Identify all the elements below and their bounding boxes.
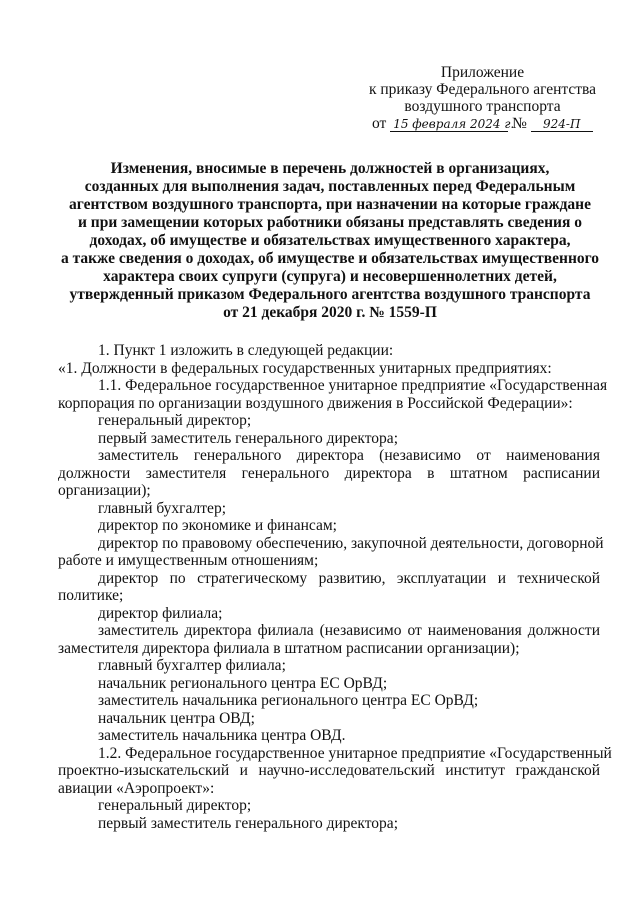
appendix-header xyxy=(360,64,605,132)
body-line: 1.2. Федеральное государственное унитарное предприятие «Государственный xyxy=(98,744,612,762)
document-body xyxy=(58,342,612,832)
body-line: «1. Должности в федеральных государственных унитарных предприятиях: xyxy=(58,359,552,377)
body-line: начальник регионального центра ЕС ОрВД; xyxy=(98,674,388,692)
body-line: заместитель начальника регионального центра ЕС ОрВД; xyxy=(98,692,479,709)
body-line: 1.1. Федеральное государственное унитарное предприятие «Государственная xyxy=(98,377,608,394)
body-line: организации); xyxy=(58,482,151,499)
body-line: директор по правовому обеспечению, закупочной деятельности, договорной xyxy=(98,534,604,552)
body-line: директор филиала; xyxy=(98,604,223,622)
body-line: заместитель генерального директора (независимо от наименования xyxy=(98,447,600,464)
title-line: созданных для выполнения задач, поставленных перед Федеральным xyxy=(84,178,576,195)
body-line: 1. Пункт 1 изложить в следующей редакции: xyxy=(98,342,394,359)
title-line: утвержденный приказом Федерального агентства воздушного транспорта xyxy=(69,286,591,303)
appendix-label: Приложение xyxy=(440,64,525,81)
body-line: должности заместителя генерального директора в штатном расписании xyxy=(58,464,600,482)
body-line: авиации «Аэропроект»: xyxy=(58,779,215,797)
title-line: а также сведения о доходах, об имуществе и обязательствах имущественного xyxy=(60,250,600,267)
body-line: корпорация по организации воздушного движения в Российской Федерации»: xyxy=(58,394,573,412)
body-line: генеральный директор; xyxy=(98,412,252,429)
body-line: заместитель директора филиала (независимо от наименования должности xyxy=(98,622,600,639)
title-line: и при замещении которых работники обязаны представлять сведения о xyxy=(78,214,582,231)
body-line: главный бухгалтер; xyxy=(98,499,226,517)
title-line: агентством воздушного транспорта, при назначении на которые граждане xyxy=(69,196,591,213)
title-line: доходах, об имуществе и обязательствах имущественного характера, xyxy=(89,232,571,249)
body-line: работе и имущественным отношениям; xyxy=(58,552,319,569)
body-line: директор по стратегическому развитию, эксплуатации и технической xyxy=(98,569,600,587)
appendix-order-ref: к приказу Федерального агентства xyxy=(368,81,597,98)
body-line: начальник центра ОВД; xyxy=(98,709,255,727)
body-line: первый заместитель генерального директора; xyxy=(98,814,398,832)
from-label: от xyxy=(372,115,387,132)
order-date-number xyxy=(360,115,605,132)
body-line: директор по экономике и финансам; xyxy=(98,517,337,534)
body-line: главный бухгалтер филиала; xyxy=(98,657,286,674)
title-line: характера своих супруги (супруга) и несовершеннолетних детей, xyxy=(103,268,557,285)
title-line: Изменения, вносимые в перечень должностей в организациях, xyxy=(110,160,550,177)
body-line: заместителя директора филиала в штатном расписании организации); xyxy=(58,639,520,657)
body-line: генеральный директор; xyxy=(98,797,252,814)
body-line: первый заместитель генерального директора; xyxy=(98,429,398,447)
body-line: проектно-изыскательский и научно-исследовательский институт гражданской xyxy=(58,762,600,779)
handwritten-number: 924-П xyxy=(531,117,593,132)
appendix-agency: воздушного транспорта xyxy=(404,98,561,115)
number-label: № xyxy=(512,115,527,132)
body-line: политике; xyxy=(58,587,124,604)
document-title xyxy=(50,160,610,322)
body-line: заместитель начальника центра ОВД. xyxy=(98,727,346,744)
handwritten-date: 15 февраля 2024 г. xyxy=(390,117,508,132)
title-line: от 21 декабря 2020 г. № 1559-П xyxy=(223,304,437,321)
